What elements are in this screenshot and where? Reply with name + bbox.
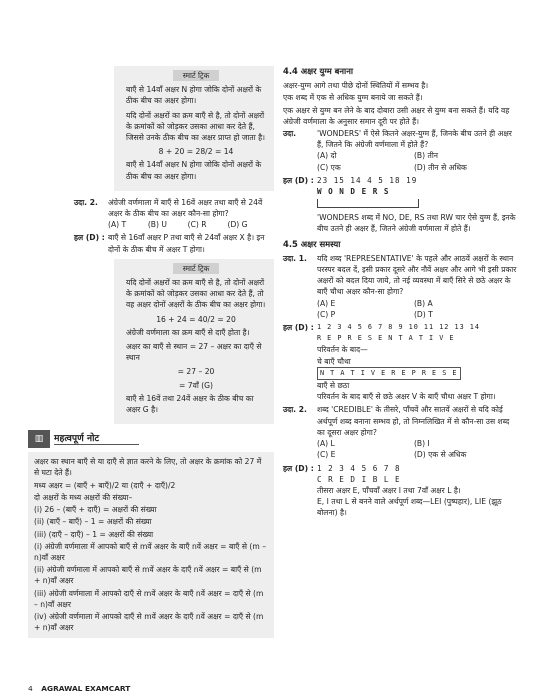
example-2 — [74, 197, 274, 231]
option: (C) एक — [317, 162, 341, 172]
smart-trick-text: बाएँ से 16वें तथा 24वें अक्षर के ठीक बीच का अक्षर G है। — [126, 393, 254, 415]
letter-numbers: 23 15 14 4 5 18 19 — [317, 175, 418, 185]
bullet: अक्षर-युग्म आगे तथा पीछे दोनों स्थितियों में सम्भव है। — [283, 81, 429, 91]
smart-trick-text: यदि दोनों अक्षरों का क्रम बाएँ से है, तो दोनों अक्षरों के क्रमांकों को जोड़कर उसका आधा कर देते हैं, तो वह अक्षर दोनों अक्षरों के ठीक बीच का अक्षर होगा। — [126, 278, 266, 310]
example-question: अंग्रेजी वर्णमाला में बाएँ से 16वें अक्षर तथा बाएँ से 24वें अक्षर के ठीक बीच का अक्षर कौन-सा होगा? — [108, 197, 263, 219]
options — [108, 219, 274, 230]
note-header — [28, 430, 274, 448]
letter-numbers: 1 2 3 4 5 6 7 8 — [317, 463, 401, 473]
solution — [283, 463, 519, 519]
solution — [283, 175, 519, 235]
solution-text: E, I तथा L से बनने वाले अर्थपूर्ण शब्द—LEI (पुष्पहार), LIE (झूठ बोलना) है। — [317, 497, 502, 518]
smart-trick-text: अक्षर का बाएँ से स्थान = 27 – अक्षर का दाएँ से स्थान — [126, 342, 262, 363]
example-label: उदा. 1. — [283, 253, 307, 263]
option: (B) A — [413, 298, 433, 308]
rearranged-sequence: N T A T I V E R E P R E S E — [317, 367, 461, 380]
letter-sequence: W O N D E R S — [317, 187, 390, 197]
option: (A) T — [108, 220, 127, 230]
option: (C) R — [187, 220, 207, 230]
note-item: दो अक्षरों के मध्य अक्षरों की संख्या– — [34, 492, 133, 502]
note-text: बाएँ से छठा — [317, 381, 350, 391]
note-item: (i) अंग्रेजी वर्णमाला में आपको बाएँ से mवें अक्षर के बाएँ nवें अक्षर = बाएँ से (m – n)वाँ अक्षर — [34, 541, 266, 562]
smart-trick-title: स्मार्ट ट्रिक — [173, 70, 220, 81]
option: (B) I — [413, 439, 430, 449]
letter-sequence: R E P R E S E N T A T I V E — [317, 334, 455, 343]
letter-sequence: C R E D I B L E — [317, 474, 401, 484]
note-block — [28, 452, 274, 638]
solution-text: परिवर्तन के बाद बाएँ से छठे अक्षर V के बाएँ चौथा अक्षर T होगा। — [317, 392, 496, 402]
note-title: महत्वपूर्ण नोट — [54, 433, 139, 445]
example-2 — [283, 404, 519, 460]
option: (D) तीन से अधिक — [413, 162, 467, 172]
smart-trick-box-1 — [114, 66, 274, 191]
page-number: 4 — [28, 684, 33, 693]
example-question: 'WONDERS' में ऐसे कितने अक्षर-युग्म हैं, जिनके बीच उतने ही अक्षर हैं, जितने कि अंग्रेजी वर्णमाला में होते हैं? — [317, 129, 512, 150]
note-item: (ii) (बाएँ – बाएँ) – 1 = अक्षरों की संख्या — [34, 517, 152, 527]
option: (B) तीन — [413, 151, 439, 161]
note-item: (iii) अंग्रेजी वर्णमाला में आपको दाएँ से mवें अक्षर के बाएँ nवें अक्षर = दाएँ से (m – n)वाँ अक्षर — [34, 588, 264, 609]
solution-label: हल (D) : — [74, 233, 105, 243]
equation: = 7वाँ (G) — [178, 380, 214, 390]
options — [317, 438, 519, 460]
option: (D) एक से अधिक — [413, 450, 467, 460]
smart-trick-box-2 — [114, 259, 274, 424]
example-label: उदा. — [283, 129, 297, 139]
solution-label: हल (D) : — [283, 175, 314, 185]
right-column — [283, 66, 519, 521]
smart-trick-text: यदि दोनों अक्षरों का क्रम बाएँ से है, तो दोनों अक्षरों के क्रमांकों को जोड़कर उसका आधा कर देते हैं, जिससे उनके ठीक बीच का अक्षर प्राप्त हो जाता है। — [126, 110, 266, 143]
solution — [74, 232, 274, 254]
solution-label: हल (D) : — [283, 463, 314, 473]
example-label: उदा. 2. — [74, 197, 98, 207]
solution-label: हल (D) : — [283, 323, 314, 333]
example-label: उदा. 2. — [283, 405, 307, 415]
building-icon: ▥ — [28, 430, 50, 448]
smart-trick-text: अंग्रेजी वर्णमाला का क्रम बाएँ से दाएँ होता है। — [126, 327, 250, 337]
note-item: (iii) (दाएँ – दाएँ) – 1 = अक्षरों की संख्या — [34, 529, 154, 539]
example-1 — [283, 253, 519, 320]
note-item: (iv) अंग्रेजी वर्णमाला में आपको दाएँ से mवें अक्षर के दाएँ nवें अक्षर = दाएँ से (m + n)वाँ अक्षर — [34, 611, 264, 633]
solution-text: 'WONDERS शब्द में NO, DE, RS तथा RW चार ऐसे युग्म हैं, इनके बीच उतने ही अक्षर हैं, जितने अंग्रेजी वर्णमाला में होते हैं। — [317, 213, 516, 234]
option: (A) E — [317, 298, 336, 308]
note-text: चे बाएँ चौथा — [317, 356, 351, 366]
smart-trick-title: स्मार्ट ट्रिक — [173, 263, 220, 274]
example — [283, 128, 519, 173]
option: (C) E — [317, 450, 336, 460]
equation: = 27 – 20 — [177, 367, 215, 377]
option: (B) U — [147, 220, 167, 230]
equation: 16 + 24 = 40/2 = 20 — [156, 314, 236, 324]
bullet: एक शब्द में एक से अधिक युग्म बनाये जा सकते हैं। — [283, 93, 423, 103]
bullet: एक अक्षर से युग्म बन लेने के बाद दोबारा उसी अक्षर से युग्म बना सकते हैं। यदि वह अंग्रेजी वर्णमाला के अनुसार समान दूरी पर होते हैं। — [283, 105, 510, 126]
note-text: परिवर्तन के बाद— — [317, 345, 368, 355]
section-title: 4.4 अक्षर युग्म बनाना — [283, 66, 354, 76]
note-item: (ii) अंग्रेजी वर्णमाला में आपको बाएँ से mवें अक्षर के दाएँ nवें अक्षर = बाएँ से (m + n)वाँ अक्षर — [34, 565, 262, 586]
example-question: यदि शब्द 'REPRESENTATIVE' के पहले और आठवें अक्षरों के स्थान परस्पर बदल दें, इसी प्रकार दूसरे और नौवें अक्षर और आगे भी इसी प्रकार अक्षरों को बदल दिया जाये, तो नई व्यवस्था में बाएँ सिरे से छठे अक्षर के बाएँ चौथा अक्षर कौन-सा होगा? — [317, 253, 517, 297]
brand-name: AGRAWAL EXAMCART — [41, 684, 131, 693]
options — [317, 298, 519, 320]
equation: 8 + 20 = 28/2 = 14 — [158, 147, 234, 157]
option: (A) L — [317, 439, 335, 449]
solution-text: तीसरा अक्षर E, पाँचवाँ अक्षर I तथा 7वाँ अक्षर L है। — [317, 485, 461, 495]
option: (C) P — [317, 309, 336, 319]
note-item: अक्षर का स्थान बाएँ से या दाएँ से ज्ञात करने के लिए, तो अक्षर के क्रमांक को 27 में से घटा देते हैं। — [34, 457, 262, 478]
pair-arrows — [317, 199, 419, 208]
example-question: शब्द 'CREDIBLE' के तीसरे, पाँचवें और सातवें अक्षरों से यदि कोई अर्थपूर्ण शब्द बनाना सम्भव हो, तो निम्नलिखित में से कौन-सा उस शब्द का दूसरा अक्षर होगा? — [317, 405, 510, 437]
footer — [28, 684, 130, 693]
option: (D) T — [413, 309, 433, 319]
solution-text: बाएँ से 16वाँ अक्षर P तथा बाएँ से 24वाँ अक्षर X है। इन दोनों के ठीक बीच में अक्षर T होगा। — [108, 233, 265, 254]
smart-trick-text: बाएँ से 14वाँ अक्षर N होगा जोकि दोनों अक्षरों के ठीक बीच का अक्षर होगा। — [126, 85, 262, 106]
letter-numbers: 1 2 3 4 5 6 7 8 9 10 11 12 13 14 — [317, 323, 480, 332]
option: (A) दो — [317, 151, 337, 161]
left-column — [34, 66, 274, 638]
note-item: (i) 26 – (बाएँ + दाएँ) = अक्षरों की संख्या — [34, 505, 157, 515]
smart-trick-text: बाएँ से 14वाँ अक्षर N होगा जोकि दोनों अक्षरों के ठीक बीच का अक्षर होगा। — [126, 160, 262, 181]
section-title: 4.5 अक्षर समस्या — [283, 238, 341, 249]
solution — [283, 322, 519, 402]
note-item: मध्य अक्षर = (बाएँ + बाएँ)/2 या (दाएँ + दाएँ)/2 — [34, 480, 176, 490]
option: (D) G — [227, 220, 248, 230]
options — [317, 150, 519, 172]
